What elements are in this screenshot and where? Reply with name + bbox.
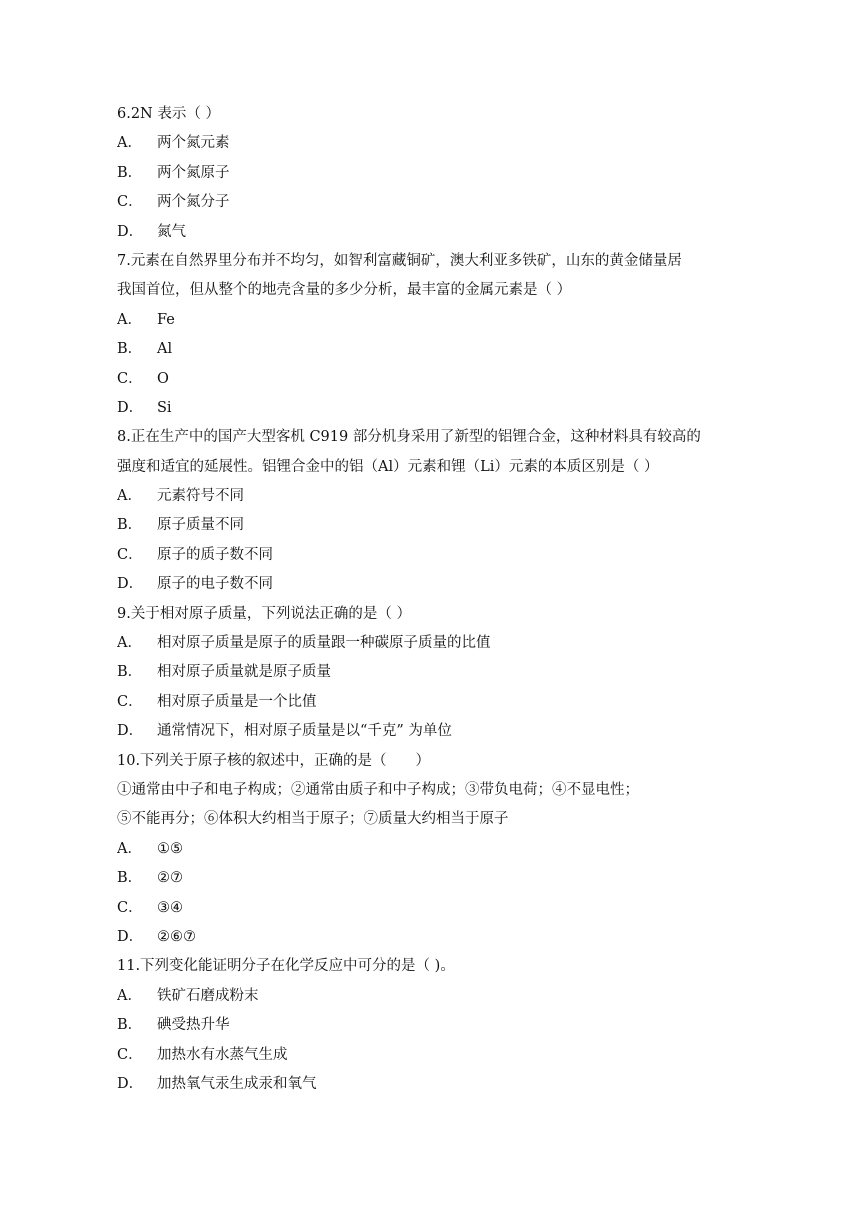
option-letter: B．	[117, 1017, 143, 1034]
option-a	[117, 629, 750, 658]
question-10	[117, 747, 750, 953]
option-letter: B．	[117, 870, 143, 887]
question-stem: 7.元素在自然界里分布并不均匀，如智利富藏铜矿，澳大利亚多铁矿，山东的黄金储量居	[117, 252, 682, 269]
option-letter: D．	[117, 576, 144, 593]
option-letter: C．	[117, 194, 143, 211]
option-text: 两个氮元素	[157, 135, 230, 152]
option-c	[117, 188, 750, 217]
option-text: 两个氮分子	[157, 194, 230, 211]
option-letter: C．	[117, 546, 143, 563]
option-text: 铁矿石磨成粉末	[157, 987, 259, 1004]
option-text: ③④	[157, 899, 183, 916]
option-letter: A．	[117, 987, 142, 1004]
option-a	[117, 306, 750, 335]
question-stem: 强度和适宜的延展性。铝锂合金中的铝（Al）元素和锂（Li）元素的本质区别是（ ）	[117, 458, 659, 475]
option-text: 加热氧气汞生成汞和氧气	[157, 1075, 317, 1092]
question-stem: 8.正在生产中的国产大型客机 C919 部分机身采用了新型的铝锂合金，这种材料具有较高的	[117, 429, 701, 446]
option-text: ②⑦	[157, 870, 183, 887]
option-text: 元素符号不同	[157, 488, 244, 505]
option-letter: D．	[117, 1075, 144, 1092]
option-c	[117, 894, 750, 923]
option-text: 相对原子质量是原子的质量跟一种碳原子质量的比值	[157, 635, 491, 652]
option-text: O	[157, 370, 169, 387]
option-text: ①⑤	[157, 840, 183, 857]
option-text: ②⑥⑦	[157, 928, 196, 945]
option-b	[117, 1011, 750, 1040]
option-d	[117, 717, 750, 746]
option-d	[117, 394, 750, 423]
option-d	[117, 923, 750, 952]
option-c	[117, 541, 750, 570]
option-text: 原子的电子数不同	[157, 576, 273, 593]
option-letter: D．	[117, 223, 144, 240]
question-8	[117, 423, 750, 599]
option-a	[117, 982, 750, 1011]
option-text: Fe	[157, 311, 175, 328]
question-stem: 6.2N 表示（ ）	[117, 106, 220, 122]
option-d	[117, 218, 750, 247]
option-text: 碘受热升华	[157, 1017, 230, 1034]
option-d	[117, 570, 750, 599]
option-letter: A．	[117, 488, 142, 505]
option-text: 氮气	[157, 223, 186, 240]
option-b	[117, 159, 750, 188]
option-c	[117, 688, 750, 717]
option-letter: A．	[117, 840, 142, 857]
option-c	[117, 365, 750, 394]
option-letter: A．	[117, 311, 142, 328]
option-d	[117, 1070, 750, 1099]
option-b	[117, 864, 750, 893]
option-text: 通常情况下，相对原子质量是以“千克” 为单位	[157, 723, 452, 740]
option-text: 原子质量不同	[157, 517, 244, 534]
question-stem: ⑤不能再分；⑥体积大约相当于原子；⑦质量大约相当于原子	[117, 811, 509, 828]
question-stem: ①通常由中子和电子构成；②通常由质子和中子构成；③带负电荷；④不显电性；	[117, 781, 639, 798]
option-a	[117, 482, 750, 511]
question-9	[117, 600, 750, 747]
question-stem: 9.关于相对原子质量，下列说法正确的是（ ）	[117, 605, 411, 622]
option-letter: B．	[117, 517, 143, 534]
option-letter: D．	[117, 399, 144, 416]
option-b	[117, 511, 750, 540]
question-stem: 10.下列关于原子核的叙述中，正确的是（ ）	[117, 752, 431, 769]
option-text: 相对原子质量是一个比值	[157, 693, 317, 710]
question-7	[117, 247, 750, 423]
option-letter: C．	[117, 1046, 143, 1063]
option-letter: D．	[117, 723, 144, 740]
question-stem: 我国首位，但从整个的地壳含量的多少分析，最丰富的金属元素是（ ）	[117, 282, 572, 299]
question-6	[117, 100, 750, 247]
option-b	[117, 335, 750, 364]
option-letter: A．	[117, 635, 142, 652]
option-c	[117, 1041, 750, 1070]
option-letter: C．	[117, 899, 143, 916]
option-text: 两个氮原子	[157, 164, 230, 181]
question-stem: 11.下列变化能证明分子在化学反应中可分的是（ )。	[117, 958, 455, 975]
option-letter: C．	[117, 370, 143, 387]
option-letter: C．	[117, 693, 143, 710]
question-11	[117, 952, 750, 1099]
option-letter: A．	[117, 135, 142, 152]
option-a	[117, 835, 750, 864]
option-text: Si	[157, 399, 172, 416]
option-text: 相对原子质量就是原子质量	[157, 664, 331, 681]
option-letter: B．	[117, 164, 143, 181]
option-b	[117, 658, 750, 687]
option-letter: B．	[117, 664, 143, 681]
option-text: 加热水有水蒸气生成	[157, 1046, 288, 1063]
option-letter: D．	[117, 928, 144, 945]
option-letter: B．	[117, 341, 143, 358]
option-a	[117, 129, 750, 158]
option-text: 原子的质子数不同	[157, 546, 273, 563]
option-text: Al	[157, 341, 173, 358]
